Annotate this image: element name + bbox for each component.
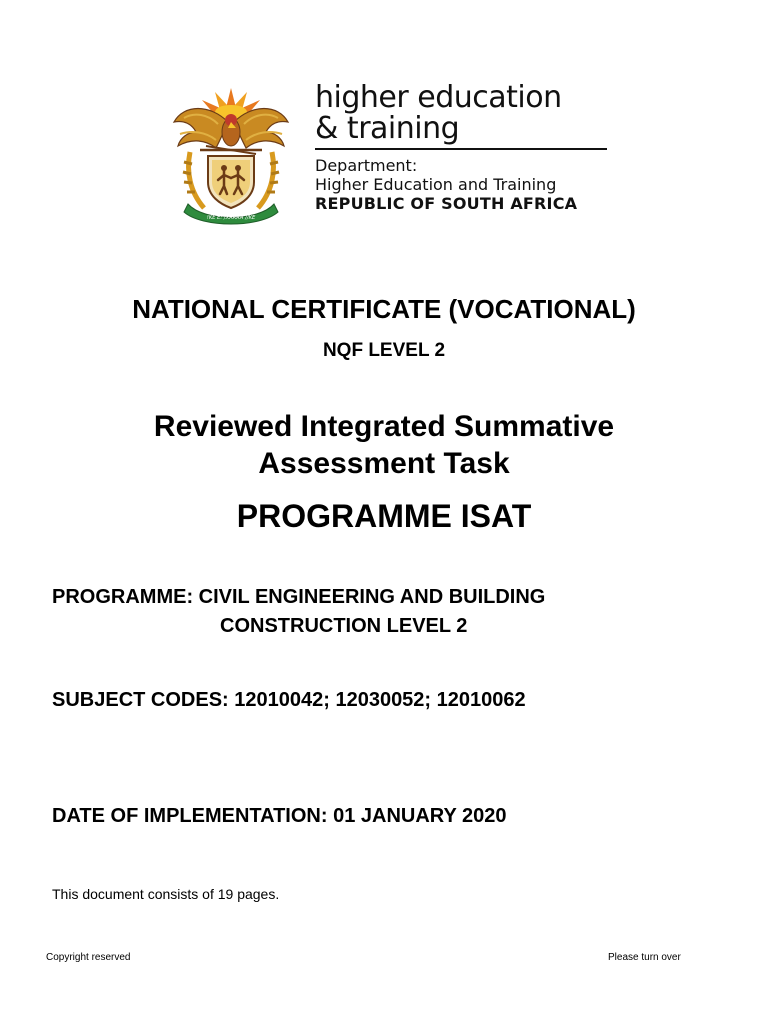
programme-name-line1: PROGRAMME: CIVIL ENGINEERING AND BUILDING [52, 586, 546, 608]
programme-name-line2: CONSTRUCTION LEVEL 2 [220, 615, 468, 637]
coat-of-arms-logo [170, 86, 292, 226]
department-label: Department: [315, 156, 418, 175]
motto-text: !KE E: /XARRA //KE [206, 215, 256, 221]
country-name: REPUBLIC OF SOUTH AFRICA [315, 194, 578, 213]
department-name: Higher Education and Training [315, 175, 557, 194]
programme-type-title: PROGRAMME ISAT [236, 498, 532, 534]
task-title [84, 408, 684, 482]
certificate-title: NATIONAL CERTIFICATE (VOCATIONAL) [132, 294, 636, 324]
department-brand-block [315, 82, 615, 213]
nqf-level: NQF LEVEL 2 [322, 340, 446, 361]
shield-icon [208, 156, 254, 208]
implementation-date: DATE OF IMPLEMENTATION: 01 JANUARY 2020 [52, 805, 507, 827]
footer-copyright: Copyright reserved [46, 952, 131, 963]
page-count-note: This document consists of 19 pages. [52, 886, 280, 902]
task-title-line2: Assessment Task [258, 447, 510, 480]
brand-divider [315, 148, 607, 150]
footer-turn-over: Please turn over [608, 952, 681, 963]
task-title-line1: Reviewed Integrated Summative [153, 410, 615, 443]
subject-codes: SUBJECT CODES: 12010042; 12030052; 12010062 [52, 689, 526, 711]
brand-line-higher-education: higher education [315, 80, 562, 115]
brand-line-training: & training [315, 111, 460, 146]
